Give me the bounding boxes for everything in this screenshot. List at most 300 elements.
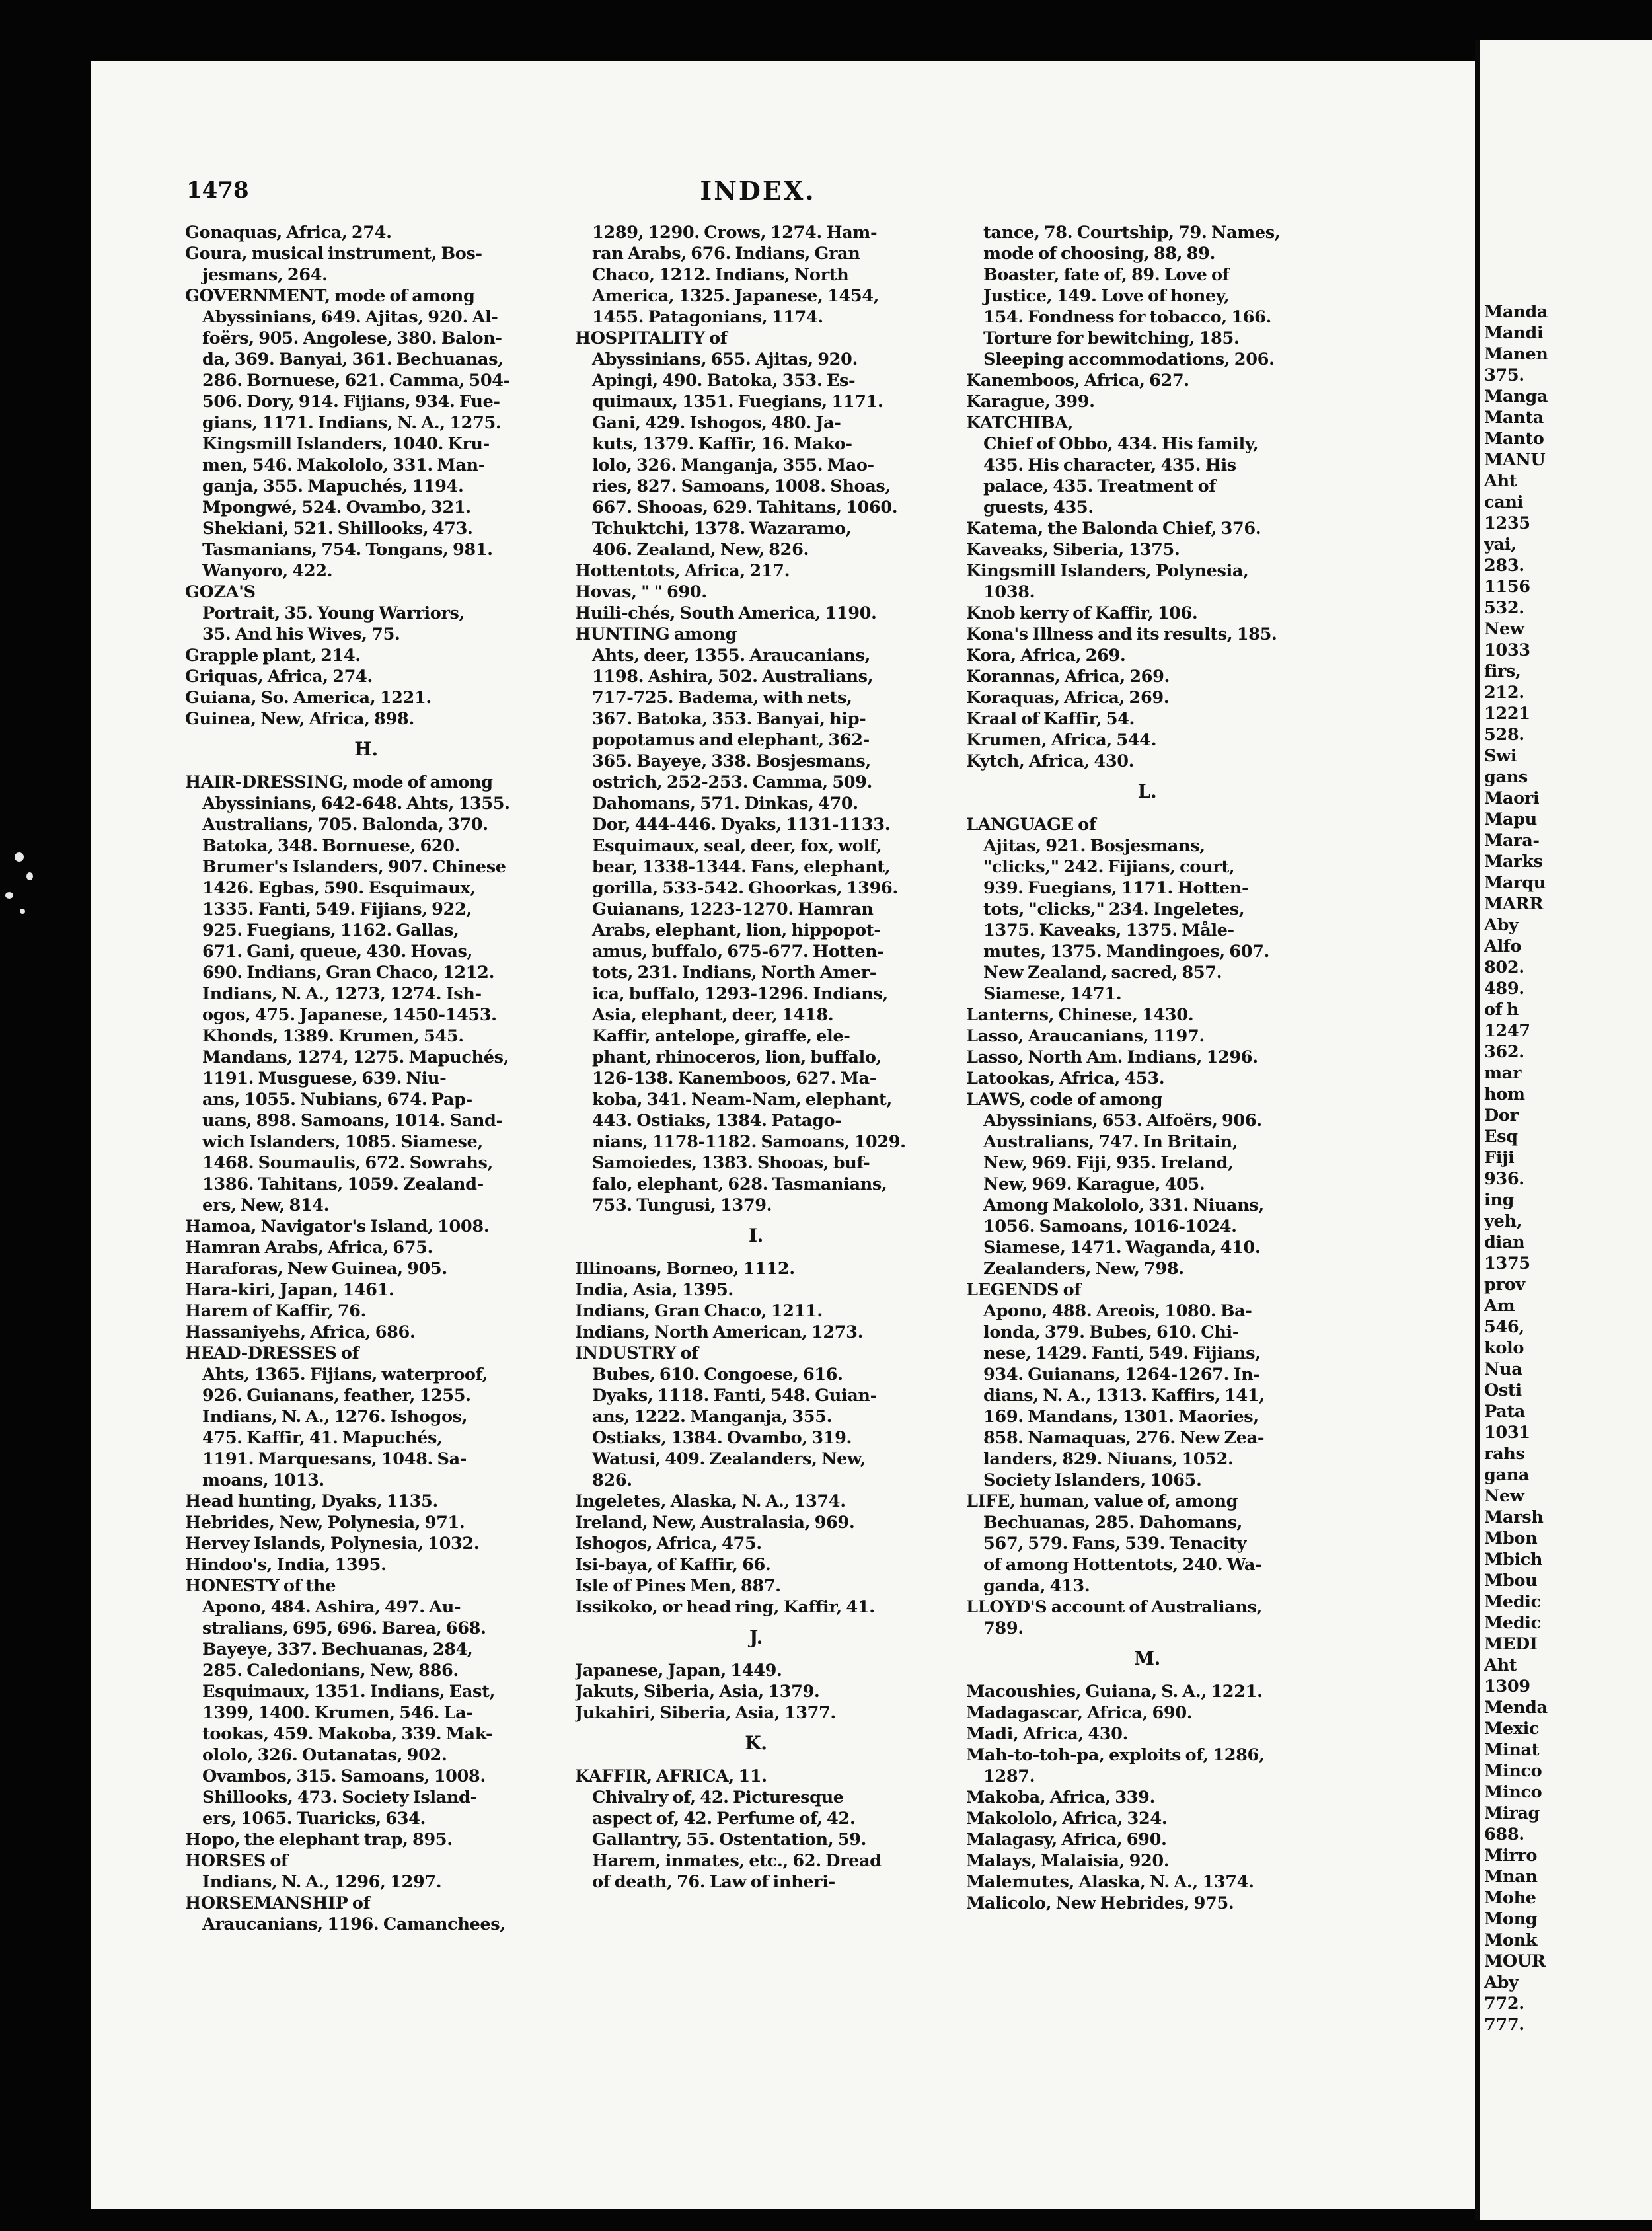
index-subentry: Asia, elephant, deer, 1418. [592,1005,834,1025]
next-page-fragment: Mbon [1484,1529,1538,1548]
index-subentry: Boaster, fate of, 89. Love of [983,265,1230,285]
index-subentry: tance, 78. Courtship, 79. Names, [983,223,1281,243]
next-page-fragment: Mexic [1484,1719,1540,1739]
index-column-2 [575,222,937,1893]
index-entry: Jukahiri, Siberia, Asia, 1377. [575,1703,836,1723]
index-subentry: 285. Caledonians, New, 886. [202,1661,459,1681]
next-page-fragment: Mohe [1484,1888,1536,1908]
index-subentry: Araucanians, 1196. Camanchees, [202,1914,506,1934]
next-page-fragment: 1375 [1484,1254,1530,1273]
index-subentry: palace, 435. Treatment of [983,476,1216,496]
index-subentry: 1335. Fanti, 549. Fijians, 922, [202,899,472,919]
index-subentry: Wanyoro, 422. [202,561,333,581]
next-page-fragment: prov [1484,1275,1525,1295]
index-entry: Madi, Africa, 430. [966,1724,1129,1744]
index-subentry: phant, rhinoceros, lion, buffalo, [592,1047,882,1067]
index-subentry: 939. Fuegians, 1171. Hotten- [983,878,1249,898]
index-subentry: Ajitas, 921. Bosjesmans, [983,836,1205,856]
index-subentry: Samoiedes, 1383. Shooas, buf- [592,1153,870,1173]
index-subentry: New Zealand, sacred, 857. [983,963,1222,983]
index-subentry: 717-725. Badema, with nets, [592,688,852,708]
index-subentry: ers, 1065. Tuaricks, 634. [202,1809,426,1829]
dust-speck [20,909,25,914]
next-page-fragment: Fiji [1484,1148,1515,1168]
index-subentry: Ahts, 1365. Fijians, waterproof, [202,1365,488,1384]
index-subentry: 690. Indians, Gran Chaco, 1212. [202,963,495,983]
next-page-fragment: 1247 [1484,1021,1530,1041]
index-entry: Mah-to-toh-pa, exploits of, 1286, [966,1745,1265,1765]
next-page-fragment: Medic [1484,1613,1541,1633]
index-subentry: dians, N. A., 1313. Kaffirs, 141, [983,1386,1265,1406]
index-entry: Knob kerry of Kaffir, 106. [966,603,1198,623]
next-page-fragment: Osti [1484,1380,1522,1400]
index-subentry: Apingi, 490. Batoka, 353. Es- [592,371,856,391]
index-entry: Hamran Arabs, Africa, 675. [185,1238,433,1258]
section-letter: H. [354,738,378,760]
index-subentry: 1038. [983,582,1035,602]
index-entry: Kaveaks, Siberia, 1375. [966,540,1180,560]
next-page-fragment: Monk [1484,1930,1538,1950]
index-subentry: Gallantry, 55. Ostentation, 59. [592,1830,867,1850]
index-entry: Guinea, New, Africa, 898. [185,709,414,729]
index-subentry: Dor, 444-446. Dyaks, 1131-1133. [592,815,891,835]
page-number: 1478 [186,177,249,204]
index-entry: Japanese, Japan, 1449. [575,1661,782,1681]
index-subentry: 1455. Patagonians, 1174. [592,307,823,327]
next-page-fragment: 1033 [1484,640,1530,660]
index-subentry: Australians, 747. In Britain, [983,1132,1238,1152]
next-page-fragment: Manta [1484,408,1544,428]
index-subentry: Torture for bewitching, 185. [983,328,1240,348]
index-subentry: koba, 341. Neam-Nam, elephant, [592,1090,892,1110]
index-entry: Madagascar, Africa, 690. [966,1703,1193,1723]
index-subentry: Bayeye, 337. Bechuanas, 284, [202,1640,473,1659]
next-page-fragment: firs, [1484,662,1521,681]
index-subentry: Apono, 484. Ashira, 497. Au- [202,1597,461,1617]
next-page-fragment: rahs [1484,1444,1525,1464]
index-subentry: Shillooks, 473. Society Island- [202,1788,477,1807]
index-subentry: Guianans, 1223-1270. Hamran [592,899,874,919]
index-subentry: Bechuanas, 285. Dahomans, [983,1513,1243,1532]
index-entry: Kona's Illness and its results, 185. [966,624,1277,644]
next-page-fragment: 1221 [1484,704,1530,724]
index-subentry: quimaux, 1351. Fuegians, 1171. [592,392,883,412]
next-page-fragment: Medic [1484,1592,1541,1612]
index-entry: Goura, musical instrument, Bos- [185,244,482,264]
index-entry: Malemutes, Alaska, N. A., 1374. [966,1872,1254,1892]
next-page-fragment: Mbou [1484,1571,1538,1591]
index-subentry: lolo, 326. Manganja, 355. Mao- [592,455,874,475]
index-subentry: Dyaks, 1118. Fanti, 548. Guian- [592,1386,877,1406]
index-entry: Indians, North American, 1273. [575,1322,864,1342]
next-page-fragment: Minat [1484,1740,1540,1760]
index-subentry: 1056. Samoans, 1016-1024. [983,1217,1237,1236]
index-subentry: 435. His character, 435. His [983,455,1236,475]
index-subentry: 1468. Soumaulis, 672. Sowrahs, [202,1153,493,1173]
index-entry: Indians, Gran Chaco, 1211. [575,1301,823,1321]
index-subentry: Sleeping accommodations, 206. [983,350,1275,369]
index-subentry: Siamese, 1471. [983,984,1122,1004]
next-page-fragment: Swi [1484,746,1517,766]
index-subentry: landers, 829. Niuans, 1052. [983,1449,1234,1469]
next-page-fragment: 489. [1484,979,1524,999]
next-page-fragment: Menda [1484,1698,1548,1718]
index-entry: HORSEMANSHIP of [185,1893,371,1913]
next-page-fragment: MANU [1484,450,1546,470]
next-page-column [1484,301,1652,2035]
next-page-fragment: 772. [1484,1994,1524,2014]
index-entry: Hottentots, Africa, 217. [575,561,790,581]
index-subentry: Harem, inmates, etc., 62. Dread [592,1851,882,1871]
index-entry: Kingsmill Islanders, Polynesia, [966,561,1249,581]
index-subentry: 826. [592,1470,632,1490]
index-subentry: uans, 898. Samoans, 1014. Sand- [202,1111,503,1131]
index-entry: Korannas, Africa, 269. [966,667,1170,687]
index-entry: Ishogos, Africa, 475. [575,1534,762,1554]
index-subentry: ran Arabs, 676. Indians, Gran [592,244,860,264]
index-entry: India, Asia, 1395. [575,1280,733,1300]
index-subentry: da, 369. Banyai, 361. Bechuanas, [202,350,504,369]
index-subentry: Indians, N. A., 1276. Ishogos, [202,1407,468,1427]
index-subentry: Australians, 705. Balonda, 370. [202,815,488,835]
next-page-fragment: Aht [1484,471,1517,491]
index-subentry: Esquimaux, seal, deer, fox, wolf, [592,836,882,856]
next-page-fragment: 802. [1484,958,1524,977]
next-page-fragment: 283. [1484,556,1524,576]
index-entry: Katema, the Balonda Chief, 376. [966,519,1261,539]
index-entry: HORSES of [185,1851,288,1871]
index-subentry: 926. Guianans, feather, 1255. [202,1386,471,1406]
index-subentry: America, 1325. Japanese, 1454, [592,286,880,306]
index-subentry: Bubes, 610. Congoese, 616. [592,1365,843,1384]
next-page-fragment: Mandi [1484,323,1544,343]
next-page-fragment: 936. [1484,1169,1524,1189]
index-entry: Makoba, Africa, 339. [966,1788,1155,1807]
section-letter: J. [749,1626,763,1648]
next-page-fragment: Minco [1484,1761,1542,1781]
next-page-fragment: 362. [1484,1042,1524,1062]
index-subentry: 286. Bornuese, 621. Camma, 504- [202,371,510,391]
next-page-fragment: Dor [1484,1106,1519,1125]
index-entry: Jakuts, Siberia, Asia, 1379. [575,1682,820,1702]
next-page-fragment: ing [1484,1190,1515,1210]
index-subentry: 126-138. Kanemboos, 627. Ma- [592,1069,876,1088]
index-subentry: 667. Shooas, 629. Tahitans, 1060. [592,498,898,517]
index-subentry: New, 969. Fiji, 935. Ireland, [983,1153,1234,1173]
index-entry: Malicolo, New Hebrides, 975. [966,1893,1234,1913]
index-subentry: Khonds, 1389. Krumen, 545. [202,1026,464,1046]
index-subentry: of death, 76. Law of inheri- [592,1872,835,1892]
index-entry: GOVERNMENT, mode of among [185,286,475,306]
index-entry: Head hunting, Dyaks, 1135. [185,1492,438,1511]
next-page-fragment: cani [1484,492,1523,512]
next-page-fragment: Aby [1484,1973,1519,1992]
index-subentry: ica, buffalo, 1293-1296. Indians, [592,984,888,1004]
index-subentry: Chivalry of, 42. Picturesque [592,1788,844,1807]
next-page-fragment: 1235 [1484,513,1530,533]
index-entry: Isi-baya, of Kaffir, 66. [575,1555,771,1575]
index-subentry: 1198. Ashira, 502. Australians, [592,667,874,687]
index-subentry: Mandans, 1274, 1275. Mapuchés, [202,1047,509,1067]
index-entry: KAFFIR, AFRICA, 11. [575,1766,767,1786]
next-page-fragment: Marks [1484,852,1543,872]
next-page-fragment: Manga [1484,387,1548,406]
index-subentry: "clicks," 242. Fijians, court, [983,857,1235,877]
page-title: INDEX. [700,176,816,206]
page-gutter [1475,40,1480,2220]
next-page-fragment: Manen [1484,344,1548,364]
index-subentry: 934. Guianans, 1264-1267. In- [983,1365,1260,1384]
index-subentry: Justice, 149. Love of honey, [983,286,1230,306]
index-entry: Grapple plant, 214. [185,646,361,665]
index-subentry: 1375. Kaveaks, 1375. Måle- [983,921,1234,940]
index-entry: KATCHIBA, [966,413,1074,433]
section-letter: L. [1137,780,1157,802]
index-subentry: Mpongwé, 524. Ovambo, 321. [202,498,471,517]
index-entry: Kora, Africa, 269. [966,646,1126,665]
index-subentry: 443. Ostiaks, 1384. Patago- [592,1111,842,1131]
next-page-fragment: Minco [1484,1782,1542,1802]
index-subentry: 567, 579. Fans, 539. Tenacity [983,1534,1246,1554]
index-entry: Isle of Pines Men, 887. [575,1576,781,1596]
index-subentry: 506. Dory, 914. Fijians, 934. Fue- [202,392,500,412]
next-page-fragment: Mapu [1484,810,1537,829]
index-subentry: 671. Gani, queue, 430. Hovas, [202,942,473,962]
index-subentry: 1426. Egbas, 590. Esquimaux, [202,878,476,898]
index-subentry: Dahomans, 571. Dinkas, 470. [592,794,858,813]
index-entry: Karague, 399. [966,392,1095,412]
next-page-fragment: 1156 [1484,577,1530,597]
index-entry: Ingeletes, Alaska, N. A., 1374. [575,1492,846,1511]
next-page-fragment: Maori [1484,788,1540,808]
next-page-fragment: hom [1484,1084,1525,1104]
index-entry: Hara-kiri, Japan, 1461. [185,1280,394,1300]
index-subentry: 1399, 1400. Krumen, 546. La- [202,1703,473,1723]
index-subentry: foërs, 905. Angolese, 380. Balon- [202,328,502,348]
index-subentry: men, 546. Makololo, 331. Man- [202,455,485,475]
index-entry: Issikoko, or head ring, Kaffir, 41. [575,1597,875,1617]
next-page-fragment: Mnan [1484,1867,1538,1887]
index-entry: Lasso, North Am. Indians, 1296. [966,1047,1258,1067]
index-subentry: 1287. [983,1766,1035,1786]
index-subentry: ganda, 413. [983,1576,1090,1596]
index-subentry: Society Islanders, 1065. [983,1470,1202,1490]
index-subentry: 406. Zealand, New, 826. [592,540,809,560]
index-entry: Malagasy, Africa, 690. [966,1830,1167,1850]
index-entry: LLOYD'S account of Australians, [966,1597,1263,1617]
index-entry: HONESTY of the [185,1576,336,1596]
index-entry: Harem of Kaffir, 76. [185,1301,367,1321]
next-page-fragment: Aby [1484,915,1519,935]
index-entry: Guiana, So. America, 1221. [185,688,432,708]
index-subentry: falo, elephant, 628. Tasmanians, [592,1174,887,1194]
index-entry: LEGENDS of [966,1280,1081,1300]
next-page-fragment: Mara- [1484,831,1540,851]
index-entry: HOSPITALITY of [575,328,728,348]
next-page-fragment: 375. [1484,365,1524,385]
section-letter: K. [745,1732,767,1754]
next-page-fragment: Am [1484,1296,1515,1316]
index-entry: Lanterns, Chinese, 1430. [966,1005,1194,1025]
index-column-1 [185,222,547,1935]
index-entry: HUNTING among [575,624,737,644]
next-page-fragment: Mirro [1484,1846,1538,1866]
next-page-fragment: 1309 [1484,1677,1530,1696]
index-subentry: guests, 435. [983,498,1094,517]
next-page-fragment: mar [1484,1063,1521,1083]
index-subentry: ries, 827. Samoans, 1008. Shoas, [592,476,891,496]
index-entry: Hebrides, New, Polynesia, 971. [185,1513,465,1532]
index-entry: Hovas, " " 690. [575,582,707,602]
index-entry: HEAD-DRESSES of [185,1343,359,1363]
dust-speck [26,872,33,880]
index-subentry: londa, 379. Bubes, 610. Chi- [983,1322,1239,1342]
index-subentry: Indians, N. A., 1296, 1297. [202,1872,442,1892]
next-page-fragment: Alfo [1484,936,1522,956]
index-subentry: 753. Tungusi, 1379. [592,1195,772,1215]
index-subentry: 1191. Musguese, 639. Niu- [202,1069,447,1088]
index-entry: Krumen, Africa, 544. [966,730,1157,750]
index-entry: HAIR-DRESSING, mode of among [185,773,493,792]
index-subentry: kuts, 1379. Kaffir, 16. Mako- [592,434,852,454]
next-page-fragment: 777. [1484,2015,1524,2035]
index-subentry: 925. Fuegians, 1162. Gallas, [202,921,459,940]
index-entry: Malays, Malaisia, 920. [966,1851,1170,1871]
index-column-3 [966,222,1328,1914]
index-subentry: nese, 1429. Fanti, 549. Fijians, [983,1343,1261,1363]
index-subentry: Abyssinians, 642-648. Ahts, 1355. [202,794,510,813]
next-page-fragment: Marqu [1484,873,1546,893]
index-entry: LANGUAGE of [966,815,1096,835]
index-subentry: ganja, 355. Mapuchés, 1194. [202,476,464,496]
section-letter: M. [1134,1647,1160,1669]
index-subentry: Indians, N. A., 1273, 1274. Ish- [202,984,482,1004]
index-subentry: tots, "clicks," 234. Ingeletes, [983,899,1245,919]
next-page-fragment: Mong [1484,1909,1538,1929]
index-entry: Illinoans, Borneo, 1112. [575,1259,795,1279]
index-subentry: Chief of Obbo, 434. His family, [983,434,1259,454]
index-subentry: popotamus and elephant, 362- [592,730,870,750]
index-subentry: Chaco, 1212. Indians, North [592,265,849,285]
next-page-fragment: dian [1484,1232,1525,1252]
index-subentry: 367. Batoka, 353. Banyai, hip- [592,709,866,729]
index-entry: Kytch, Africa, 430. [966,751,1135,771]
next-page-fragment: MEDI [1484,1634,1538,1654]
next-page-fragment: Nua [1484,1359,1522,1379]
next-page-fragment: Manto [1484,429,1544,449]
index-entry: Kanemboos, Africa, 627. [966,371,1189,391]
next-page-fragment: 532. [1484,598,1524,618]
next-page-fragment: 1031 [1484,1423,1530,1443]
index-subentry: 858. Namaquas, 276. New Zea- [983,1428,1265,1448]
index-subentry: Arabs, elephant, lion, hippopot- [592,921,881,940]
index-subentry: Abyssinians, 653. Alfoërs, 906. [983,1111,1262,1131]
index-subentry: Gani, 429. Ishogos, 480. Ja- [592,413,841,433]
index-subentry: Batoka, 348. Bornuese, 620. [202,836,461,856]
index-entry: Macoushies, Guiana, S. A., 1221. [966,1682,1263,1702]
next-page-fragment: Mbich [1484,1550,1543,1569]
next-page-fragment: New [1484,1486,1524,1506]
index-subentry: moans, 1013. [202,1470,324,1490]
index-entry: Hindoo's, India, 1395. [185,1555,387,1575]
index-subentry: New, 969. Karague, 405. [983,1174,1205,1194]
index-subentry: ololo, 326. Outanatas, 902. [202,1745,447,1765]
page-header [186,170,1330,223]
index-subentry: ans, 1222. Manganja, 355. [592,1407,833,1427]
index-subentry: 1289, 1290. Crows, 1274. Ham- [592,223,878,243]
index-entry: Hamoa, Navigator's Island, 1008. [185,1217,490,1236]
next-page-fragment: Manda [1484,302,1548,322]
index-entry: Hopo, the elephant trap, 895. [185,1830,453,1850]
next-page-fragment: of h [1484,1000,1519,1020]
index-entry: GOZA'S [185,582,256,602]
index-subentry: Apono, 488. Areois, 1080. Ba- [983,1301,1252,1321]
index-subentry: Tchuktchi, 1378. Wazaramo, [592,519,852,539]
index-subentry: gians, 1171. Indians, N. A., 1275. [202,413,502,433]
index-entry: Hervey Islands, Polynesia, 1032. [185,1534,480,1554]
index-subentry: Siamese, 1471. Waganda, 410. [983,1238,1261,1258]
index-subentry: aspect of, 42. Perfume of, 42. [592,1809,856,1829]
index-subentry: tots, 231. Indians, North Amer- [592,963,877,983]
index-entry: Griquas, Africa, 274. [185,667,373,687]
next-page-fragment: Pata [1484,1402,1525,1421]
index-entry: Hassaniyehs, Africa, 686. [185,1322,416,1342]
index-subentry: mode of choosing, 88, 89. [983,244,1215,264]
index-entry: Haraforas, New Guinea, 905. [185,1259,447,1279]
index-subentry: 1191. Marquesans, 1048. Sa- [202,1449,467,1469]
next-page-fragment: Marsh [1484,1507,1544,1527]
index-columns [185,222,1330,2000]
index-subentry: tookas, 459. Makoba, 339. Mak- [202,1724,493,1744]
index-subentry: 169. Mandans, 1301. Maories, [983,1407,1259,1427]
index-subentry: bear, 1338-1344. Fans, elephant, [592,857,891,877]
index-subentry: of among Hottentots, 240. Wa- [983,1555,1262,1575]
index-subentry: nians, 1178-1182. Samoans, 1029. [592,1132,906,1152]
index-subentry: mutes, 1375. Mandingoes, 607. [983,942,1270,962]
index-subentry: Ostiaks, 1384. Ovambo, 319. [592,1428,852,1448]
index-subentry: Watusi, 409. Zealanders, New, [592,1449,866,1469]
index-entry: Koraquas, Africa, 269. [966,688,1170,708]
index-subentry: 1386. Tahitans, 1059. Zealand- [202,1174,484,1194]
next-page-fragment: gana [1484,1465,1530,1485]
index-subentry: Portrait, 35. Young Warriors, [202,603,465,623]
index-subentry: 365. Bayeye, 338. Bosjesmans, [592,751,871,771]
index-entry: Kraal of Kaffir, 54. [966,709,1135,729]
dust-speck [5,892,13,899]
next-page-fragment: 688. [1484,1825,1524,1844]
index-entry: LIFE, human, value of, among [966,1492,1238,1511]
index-subentry: ans, 1055. Nubians, 674. Pap- [202,1090,472,1110]
index-subentry: Zealanders, New, 798. [983,1259,1184,1279]
index-subentry: 475. Kaffir, 41. Mapuchés, [202,1428,443,1448]
index-subentry: ogos, 475. Japanese, 1450-1453. [202,1005,497,1025]
index-entry: INDUSTRY of [575,1343,698,1363]
index-entry: Latookas, Africa, 453. [966,1069,1165,1088]
index-entry: Huili-chés, South America, 1190. [575,603,877,623]
next-page-fragment: yai, [1484,535,1517,554]
index-subentry: Among Makololo, 331. Niuans, [983,1195,1264,1215]
index-subentry: amus, buffalo, 675-677. Hotten- [592,942,884,962]
next-page-fragment: 212. [1484,683,1524,702]
next-page-fragment: kolo [1484,1338,1524,1358]
index-entry: Lasso, Araucanians, 1197. [966,1026,1205,1046]
next-page-fragment: MARR [1484,894,1544,914]
index-subentry: Esquimaux, 1351. Indians, East, [202,1682,495,1702]
index-entry: Makololo, Africa, 324. [966,1809,1168,1829]
next-page-fragment: Esq [1484,1127,1518,1147]
index-subentry: 789. [983,1618,1024,1638]
index-subentry: gorilla, 533-542. Ghoorkas, 1396. [592,878,898,898]
